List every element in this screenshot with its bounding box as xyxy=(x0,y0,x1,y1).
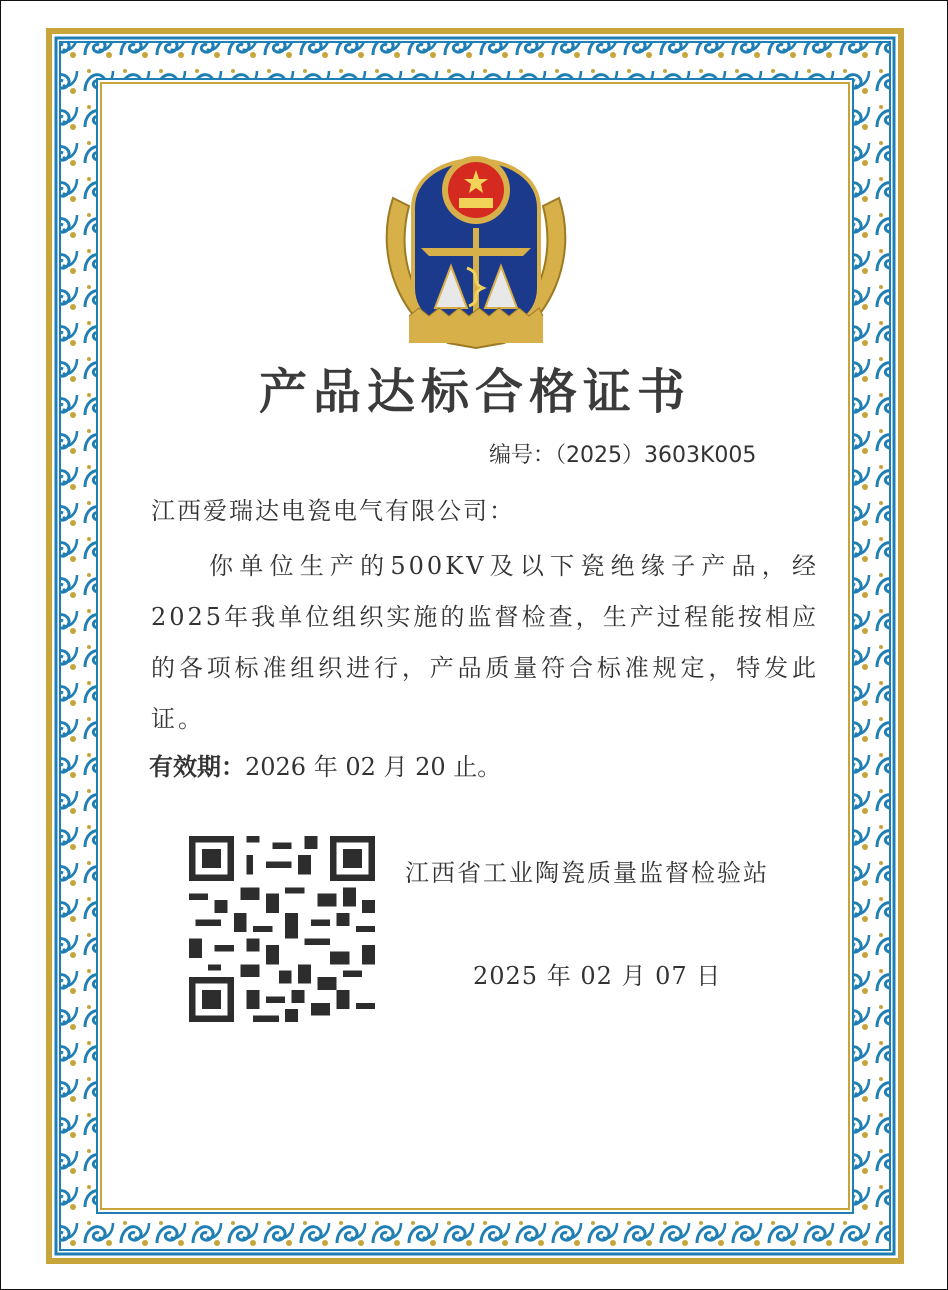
issue-date: 2025 年 02 月 07 日 xyxy=(473,962,722,990)
certificate-title: 产品达标合格证书 xyxy=(258,364,691,420)
recipient-name: 江西爱瑞达电瓷电气有限公司： xyxy=(151,497,515,525)
certificate-number: 编号：（2025）3603K005 xyxy=(489,443,757,468)
qr-code-icon xyxy=(187,836,377,1022)
validity-line xyxy=(149,747,501,782)
certificate-body: 你单位生产的500KV及以下瓷绝缘子产品，经2025年我单位组织实施的监督检查，生产过程能按相应的各项标准组织进行，产品质量符合标准规定，特发此证。 xyxy=(151,552,819,733)
validity-label: 有效期： xyxy=(149,753,245,781)
issuing-authority: 江西省工业陶瓷质量监督检验站 xyxy=(405,859,769,887)
quality-emblem-icon xyxy=(373,148,579,360)
validity-value: 2026 年 02 月 20 止。 xyxy=(245,753,502,781)
